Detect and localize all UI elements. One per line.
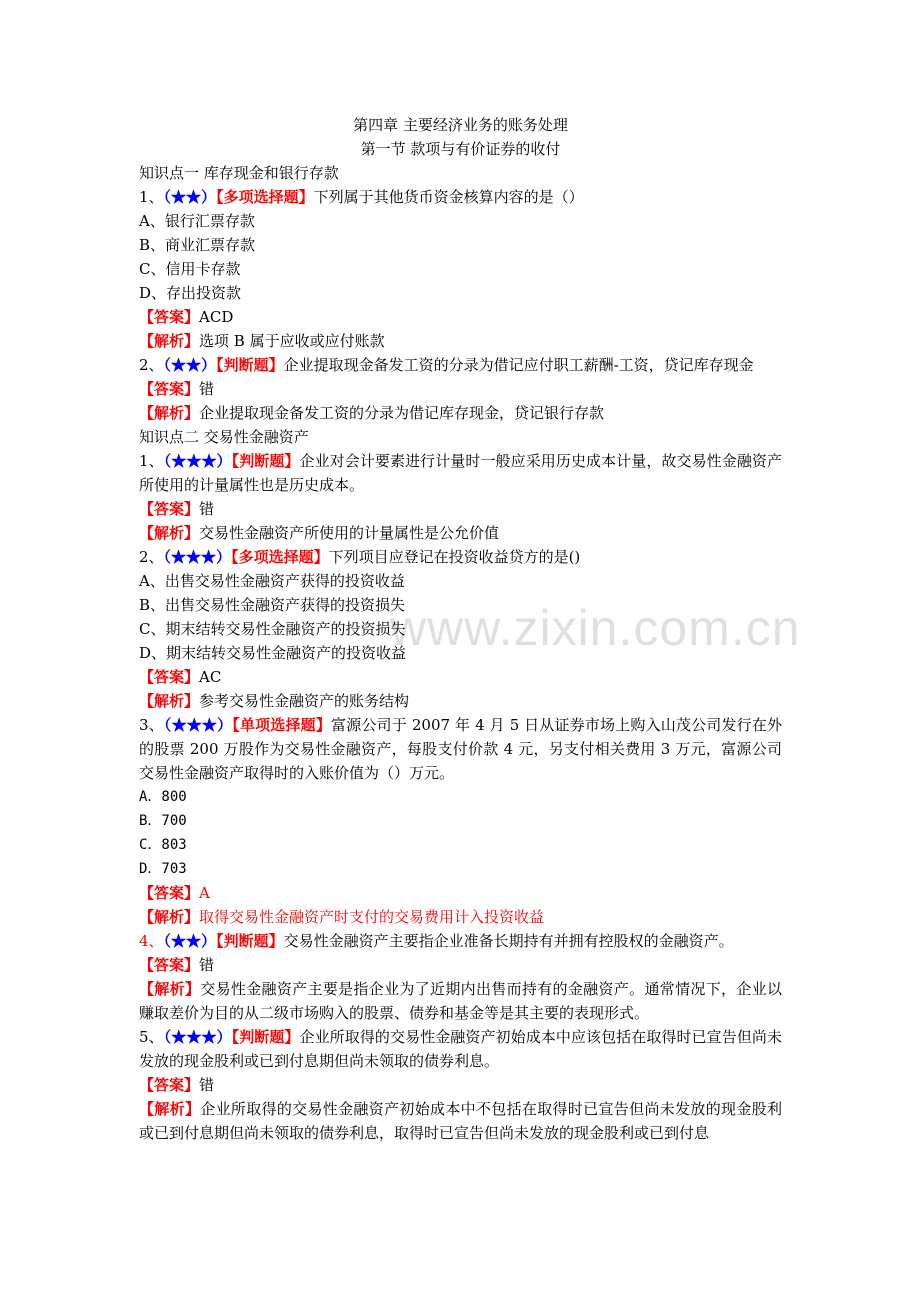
- knowledge-point-heading: 知识点二 交易性金融资产: [139, 428, 309, 446]
- analysis-label: 【解析】: [139, 980, 201, 998]
- difficulty-stars: （★★★）: [163, 716, 233, 734]
- answer-line: [139, 1073, 782, 1097]
- question-number: 1、: [139, 452, 164, 470]
- answer-line: [139, 377, 782, 401]
- question-type: 【单项选择题】: [232, 716, 332, 734]
- answer-label: 【答案】: [139, 956, 200, 974]
- answer-value: A: [199, 884, 210, 902]
- analysis-line: [139, 977, 782, 1025]
- difficulty-stars: （★★★）: [163, 452, 232, 470]
- question-number: 2、: [139, 548, 164, 566]
- analysis-text: 企业所取得的交易性金融资产初始成本中不包括在取得时已宣告但尚未发放的现金股利或已到付息期但尚未领取的债券利息，取得时已宣告但尚未发放的现金股利或已到付息: [139, 1100, 782, 1142]
- section-title: 第一节 款项与有价证券的收付: [360, 140, 561, 158]
- question-stem: [139, 185, 782, 209]
- answer-line: [139, 665, 782, 689]
- option-b: B．700: [139, 813, 187, 829]
- difficulty-stars: （★★）: [163, 356, 217, 374]
- answer-label: 【答案】: [139, 308, 200, 326]
- option-a: A、银行汇票存款: [139, 212, 255, 230]
- option-c: C、信用卡存款: [139, 260, 241, 278]
- analysis-label: 【解析】: [139, 1100, 201, 1118]
- option-d: D、期末结转交易性金融资产的投资收益: [139, 644, 407, 662]
- analysis-line: [139, 521, 782, 545]
- question-number: 3、: [139, 716, 164, 734]
- analysis-line: [139, 329, 782, 353]
- question-stem: [139, 713, 782, 785]
- difficulty-stars: （★★★）: [163, 1028, 232, 1046]
- answer-value: 错: [199, 380, 215, 398]
- option-a: A、出售交易性金融资产获得的投资收益: [139, 572, 405, 590]
- knowledge-point-heading: 知识点一 库存现金和银行存款: [139, 164, 339, 182]
- option-c: C、期末结转交易性金融资产的投资损失: [139, 620, 406, 638]
- answer-label: 【答案】: [139, 380, 200, 398]
- question-type: 【判断题】: [216, 932, 284, 950]
- answer-line: [139, 305, 782, 329]
- analysis-text: 交易性金融资产所使用的计量属性是公允价值: [199, 524, 500, 542]
- option-d: D、存出投资款: [139, 284, 242, 302]
- question-stem: [139, 449, 782, 497]
- question-type: 【判断题】: [231, 452, 300, 470]
- answer-label: 【答案】: [139, 1076, 200, 1094]
- question-number: 5、: [139, 1028, 164, 1046]
- difficulty-stars: （★★）: [163, 188, 217, 206]
- answer-label: 【答案】: [139, 500, 200, 518]
- analysis-label: 【解析】: [139, 404, 200, 422]
- analysis-line: [139, 1097, 782, 1145]
- question-text: 下列项目应登记在投资收益贷方的是(): [328, 548, 581, 566]
- analysis-label: 【解析】: [139, 692, 200, 710]
- answer-label: 【答案】: [139, 668, 200, 686]
- question-text: 企业所取得的交易性金融资产初始成本中应该包括在取得时已宣告但尚未发放的现金股利或已到付息期但尚未领取的债券利息。: [139, 1028, 782, 1070]
- question-number: 1、: [139, 188, 164, 206]
- answer-line: [139, 497, 782, 521]
- difficulty-stars: （★★）: [163, 932, 217, 950]
- option-a: A．800: [139, 789, 187, 805]
- analysis-text: 选项 B 属于应收或应付账款: [199, 332, 385, 350]
- answer-value: 错: [199, 956, 215, 974]
- analysis-label: 【解析】: [139, 524, 200, 542]
- analysis-text: 交易性金融资产主要是指企业为了近期内出售而持有的金融资产。通常情况下，企业以赚取差价为目的从二级市场购入的股票、债券和基金等是其主要的表现形式。: [139, 980, 782, 1022]
- answer-value: ACD: [199, 308, 234, 326]
- analysis-text: 企业提取现金备发工资的分录为借记库存现金，贷记银行存款: [199, 404, 605, 422]
- question-type: 【判断题】: [216, 356, 284, 374]
- analysis-line: [139, 905, 782, 929]
- question-stem: [139, 1025, 782, 1073]
- question-stem: [139, 545, 782, 569]
- answer-line: [139, 881, 782, 905]
- question-type: 【多项选择题】: [231, 548, 329, 566]
- question-stem: [139, 353, 782, 377]
- option-b: B、出售交易性金融资产获得的投资损失: [139, 596, 406, 614]
- question-text: 富源公司于 2007 年 4 月 5 日从证券市场上购入山茂公司发行在外的股票 200 万股作为交易性金融资产，每股支付价款 4 元，另支付相关费用 3 万元，富源公司交易性金融资产取得时的入账价值为（）万元。: [139, 716, 782, 782]
- analysis-text: 取得交易性金融资产时支付的交易费用计入投资收益: [199, 908, 545, 926]
- option-b: B、商业汇票存款: [139, 236, 256, 254]
- answer-label: 【答案】: [139, 884, 200, 902]
- answer-value: AC: [199, 668, 222, 686]
- answer-value: 错: [199, 1076, 215, 1094]
- answer-line: [139, 953, 782, 977]
- question-text: 企业提取现金备发工资的分录为借记应付职工薪酬-工资，贷记库存现金: [283, 356, 754, 374]
- analysis-text: 参考交易性金融资产的账务结构: [199, 692, 410, 710]
- question-text: 下列属于其他货币资金核算内容的是（）: [313, 188, 584, 206]
- question-number: 2、: [139, 356, 164, 374]
- question-number: 4、: [139, 932, 164, 950]
- option-c: C．803: [139, 837, 187, 853]
- analysis-line: [139, 401, 782, 425]
- option-d: D．703: [139, 861, 187, 877]
- watermark: www.zixin.com.cn: [390, 600, 801, 656]
- question-type: 【多项选择题】: [216, 188, 314, 206]
- analysis-label: 【解析】: [139, 332, 200, 350]
- question-text: 企业对会计要素进行计量时一般应采用历史成本计量，故交易性金融资产所使用的计量属性也是历史成本。: [139, 452, 782, 494]
- analysis-line: [139, 689, 782, 713]
- analysis-label: 【解析】: [139, 908, 200, 926]
- question-text: 交易性金融资产主要指企业准备长期持有并拥有控股权的金融资产。: [283, 932, 734, 950]
- difficulty-stars: （★★★）: [163, 548, 232, 566]
- chapter-title: 第四章 主要经济业务的账务处理: [353, 116, 568, 134]
- question-type: 【判断题】: [231, 1028, 300, 1046]
- answer-value: 错: [199, 500, 215, 518]
- question-stem: [139, 929, 782, 953]
